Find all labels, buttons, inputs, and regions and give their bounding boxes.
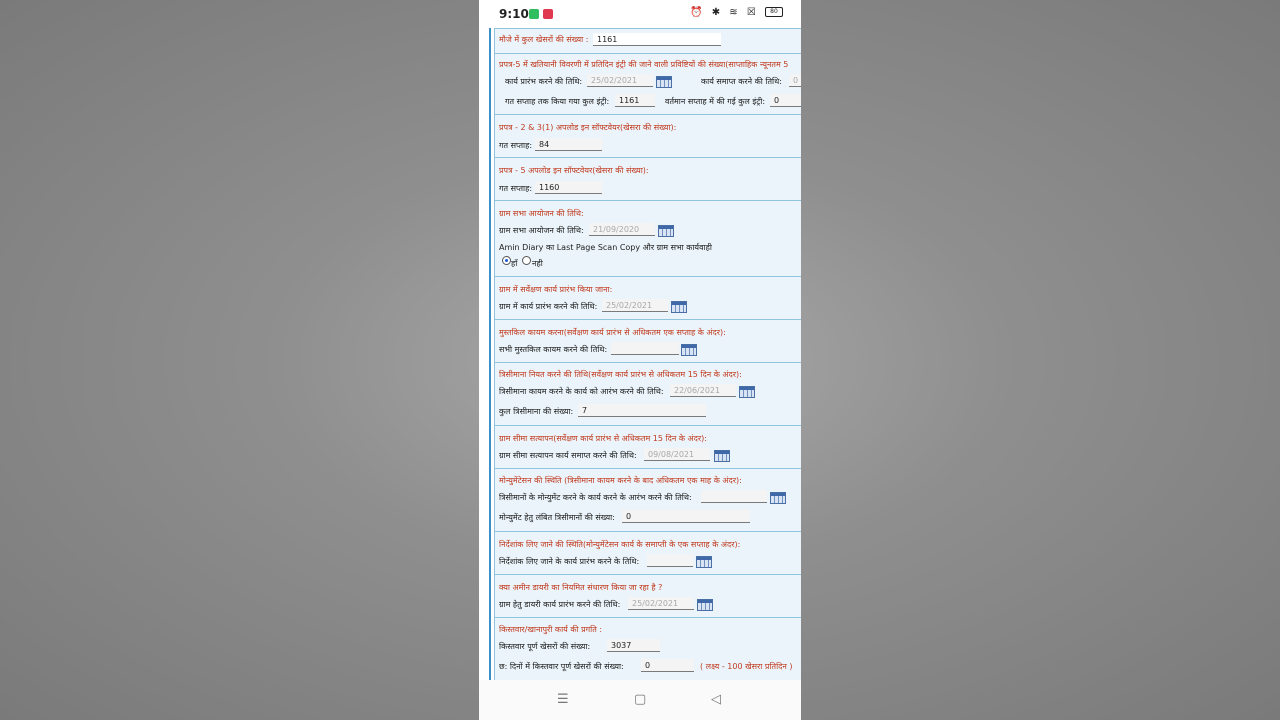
notification-app-icon: [529, 9, 539, 19]
section-title: मोन्युमेंटेसन की स्थिति (त्रिसीमाना कायम करने के बाद अधिकतम एक माह के अंदर):: [499, 476, 742, 485]
kistwar-count-label: किस्तवार पूर्ण खेसरों की संख्या:: [499, 642, 591, 651]
status-icons: ⏰ ✱ ≋ ☒ 80: [690, 7, 783, 18]
panel-prapatra5-upload: [494, 157, 801, 201]
start-date-input[interactable]: 25/02/2021: [587, 74, 653, 87]
gram-seema-date-label: ग्राम सीमा सत्यापन कार्य समाप्त करने की तिथि:: [499, 451, 637, 460]
section-title: प्रपत्र - 5 अपलोड इन सॉफ्टवेयर(खेसरा की संख्या):: [499, 166, 649, 175]
survey-start-label: ग्राम में कार्य प्रारंभ करने की तिथि:: [499, 302, 598, 311]
section-title: प्रपत्र-5 में खतियानी विवरणी में प्रतिदिन इंट्री की जाने वाली प्रविष्टियों की संख्या(साप्ताहिक न्यूनतम 5: [499, 60, 789, 69]
kistwar-count-input[interactable]: 3037: [607, 639, 660, 652]
phone-screen: [479, 0, 801, 720]
left-border: [489, 28, 491, 680]
section-title: किस्तवार/खानापुरी कार्य की प्रगति :: [499, 625, 603, 634]
yes-radio[interactable]: [502, 256, 511, 265]
panel-gram-seema: [494, 425, 801, 469]
calendar-icon[interactable]: [681, 344, 697, 356]
section-title: ग्राम सीमा सत्यापन(सर्वेक्षण कार्य प्रारंभ से अधिकतम 15 दिन के अंदर):: [499, 434, 707, 443]
prev-entries-label: गत सप्ताह तक किया गया कुल इंट्री:: [505, 97, 610, 106]
panel-gram-sabha: [494, 200, 801, 277]
panel-prapatra2-upload: [494, 114, 801, 158]
monument-pending-input[interactable]: 0: [622, 510, 750, 523]
section-title: ग्राम सभा आयोजन की तिथि:: [499, 209, 584, 218]
status-bar: [479, 0, 801, 28]
panel-prapatra5-entries: [494, 53, 801, 115]
recent-apps-icon[interactable]: ☰: [557, 692, 569, 707]
section-title: क्या अमीन डायरी का नियमित संधारण किया जा रहा है ?: [499, 583, 663, 592]
panel-survey-start: [494, 276, 801, 320]
trisimana-count-input[interactable]: 7: [578, 404, 706, 417]
khesra-total-input[interactable]: 1161: [593, 33, 721, 46]
calendar-icon[interactable]: [697, 599, 713, 611]
survey-start-input[interactable]: 25/02/2021: [602, 299, 668, 312]
last-week-input[interactable]: 84: [535, 138, 602, 151]
navigation-bar: [479, 680, 801, 720]
diary-date-input[interactable]: 25/02/2021: [628, 597, 694, 610]
end-date-label: कार्य समाप्त करने की तिथि:: [701, 77, 782, 86]
end-date-input[interactable]: 0: [789, 74, 801, 87]
calendar-icon[interactable]: [658, 225, 674, 237]
last-week-label: गत सप्ताह:: [499, 184, 533, 193]
mustakil-date-label: सभी मुस्तकिल कायम करने की तिथि:: [499, 345, 608, 354]
nirdeshank-date-input[interactable]: [647, 554, 693, 567]
section-title: मुस्तकिल कायम करना(सर्वेक्षण कार्य प्रारंभ से अधिकतम एक सप्ताह के अंदर):: [499, 328, 726, 337]
trisimana-count-label: कुल त्रिसीमाना की संख्या:: [499, 407, 574, 416]
section-title: त्रिसीमाना नियत करने की तिथि(सर्वेक्षण कार्य प्रारंभ से अधिकतम 15 दिन के अंदर):: [499, 370, 742, 379]
kistwar-daily-input[interactable]: 0: [641, 659, 694, 672]
mustakil-date-input[interactable]: [611, 342, 679, 355]
panel-trisimana: [494, 362, 801, 426]
panel-nirdeshank: [494, 531, 801, 575]
monument-pending-label: मोन्युमेंट हेतु लंबित त्रिसीमानों की संख्या:: [499, 513, 615, 522]
calendar-icon[interactable]: [656, 76, 672, 88]
monument-date-input[interactable]: [701, 490, 767, 503]
target-hint: ( लक्ष्य - 100 खेसरा प्रतिदिन ): [700, 662, 793, 671]
back-icon[interactable]: ◁: [711, 692, 721, 707]
khesra-total-label: मौजे में कुल खेसरों की संख्या :: [499, 35, 589, 44]
battery-icon: 80: [765, 7, 783, 17]
start-date-label: कार्य प्रारंभ करने की तिथि:: [505, 77, 583, 86]
form-content[interactable]: [479, 28, 801, 680]
status-time: 9:10: [499, 7, 529, 21]
current-entries-label: वर्तमान सप्ताह में की गई कुल इंट्री:: [665, 97, 766, 106]
no-radio-label: नही: [532, 259, 543, 268]
section-title: निर्देशांक लिए जाने की स्थिति(मोन्युमेंटेसन कार्य के समाप्ती के एक सप्ताह के अंदर):: [499, 540, 741, 549]
gram-seema-date-input[interactable]: 09/08/2021: [644, 448, 710, 461]
monument-date-label: त्रिसीमानों के मोन्युमेंट करने के कार्य करने के आरंभ करने की तिथि:: [499, 493, 692, 502]
last-week-input[interactable]: 1160: [535, 181, 602, 194]
yes-radio-label: हाँ: [511, 259, 518, 268]
trisimana-date-label: त्रिसीमाना कायम करने के कार्य को आरंभ करने की तिथि:: [499, 387, 664, 396]
nirdeshank-date-label: निर्देशांक लिए जाने के कार्य प्रारंभ करने के तिथि:: [499, 557, 640, 566]
current-entries-input[interactable]: 0: [770, 94, 801, 107]
panel-kistwar: [494, 617, 801, 680]
diary-date-label: ग्राम हेतु डायरी कार्य प्रारंभ करने की तिथि:: [499, 600, 621, 609]
amin-diary-note: Amin Diary का Last Page Scan Copy और ग्राम सभा कार्यवाही: [499, 243, 712, 252]
notification-app-icon-2: [543, 9, 553, 19]
last-week-label: गत सप्ताह:: [499, 141, 533, 150]
calendar-icon[interactable]: [696, 556, 712, 568]
no-radio[interactable]: [522, 256, 531, 265]
gram-sabha-date-input[interactable]: 21/09/2020: [589, 223, 655, 236]
gram-sabha-date-label: ग्राम सभा आयोजन की तिथि:: [499, 226, 584, 235]
trisimana-date-input[interactable]: 22/06/2021: [670, 384, 736, 397]
calendar-icon[interactable]: [714, 450, 730, 462]
calendar-icon[interactable]: [739, 386, 755, 398]
section-title: ग्राम में सर्वेक्षण कार्य प्रारंभ किया जाना:: [499, 285, 613, 294]
calendar-icon[interactable]: [770, 492, 786, 504]
home-icon[interactable]: ▢: [634, 692, 647, 707]
panel-mustakil: [494, 319, 801, 363]
panel-monumentation: [494, 468, 801, 532]
calendar-icon[interactable]: [671, 301, 687, 313]
kistwar-daily-label: छ: दिनों में किस्तवार पूर्ण खेसरों की संख्या:: [499, 662, 624, 671]
prev-entries-input[interactable]: 1161: [615, 94, 655, 107]
panel-khesra-total: [494, 28, 801, 54]
section-title: प्रपत्र - 2 & 3(1) अपलोड इन सॉफ्टवेयर(खेसरा की संख्या):: [499, 123, 677, 132]
panel-amin-diary: [494, 574, 801, 618]
